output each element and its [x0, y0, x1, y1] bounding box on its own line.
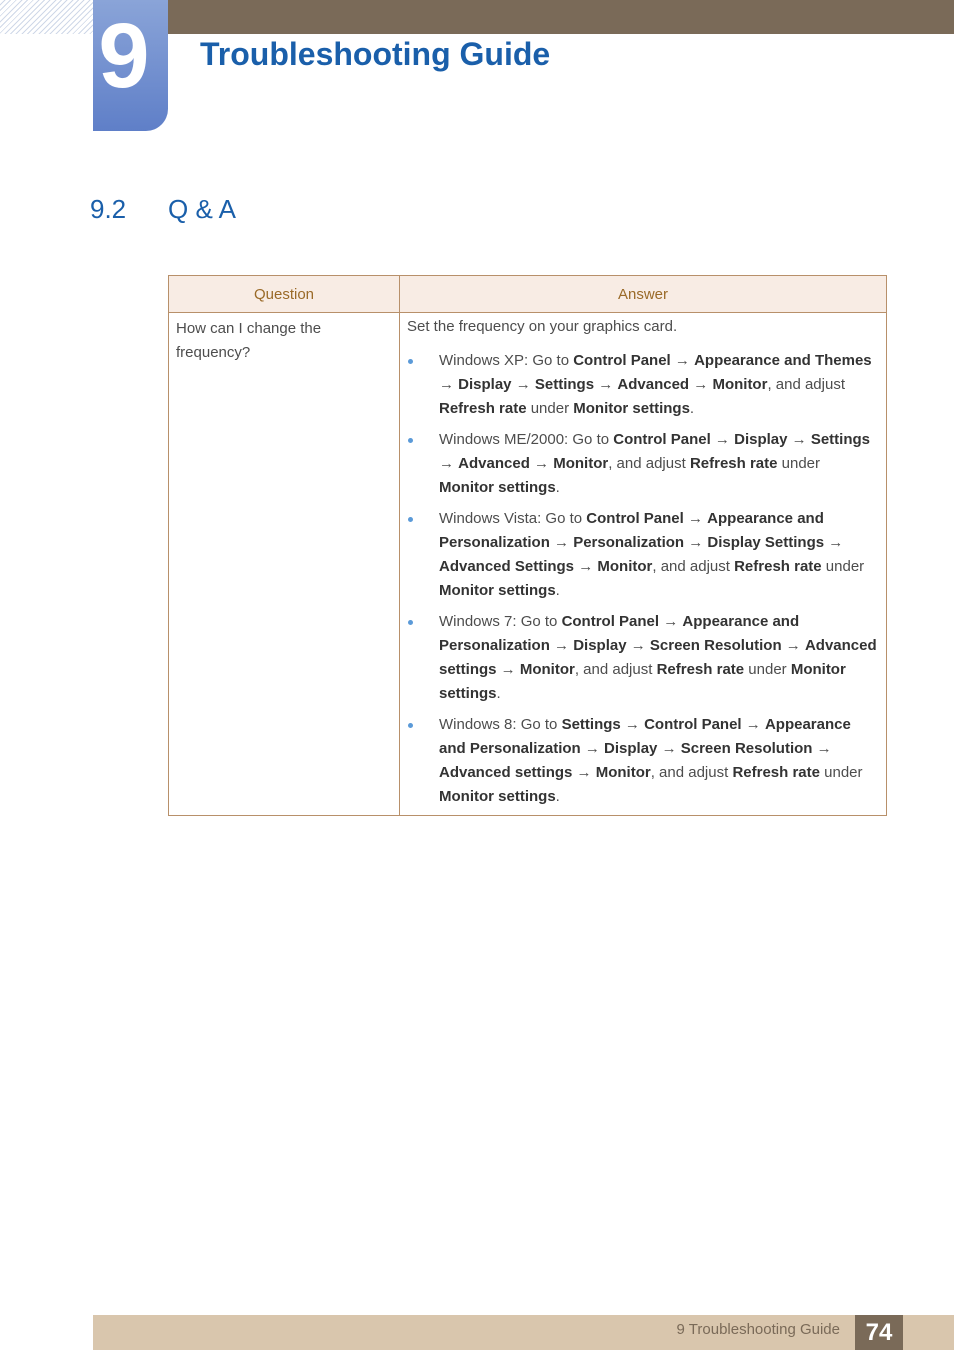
- menu-path-step: Advanced: [458, 455, 530, 472]
- menu-path-step: Control Panel: [644, 716, 742, 733]
- instruction-text: under: [819, 764, 863, 781]
- arrow-icon: →: [580, 740, 605, 757]
- settings-group-name: Monitor settings: [439, 582, 556, 599]
- bullet-icon: [408, 359, 413, 364]
- answer-intro: Set the frequency on your graphics card.: [407, 318, 678, 335]
- chapter-tab: [93, 0, 168, 131]
- instruction-text: , and adjust: [574, 661, 657, 678]
- list-item: [407, 349, 878, 421]
- menu-path-step: Display Settings: [707, 534, 825, 551]
- setting-name: Refresh rate: [732, 764, 820, 781]
- menu-path-step: Display: [458, 376, 512, 393]
- menu-path-step: Display: [734, 431, 788, 448]
- menu-path-step: Control Panel: [573, 352, 671, 369]
- menu-path-step: Advanced settings: [439, 764, 573, 781]
- setting-name: Refresh rate: [439, 400, 527, 417]
- punctuation: .: [689, 400, 695, 417]
- arrow-icon: →: [710, 431, 735, 448]
- menu-path-step: Advanced Settings: [439, 558, 575, 575]
- menu-path-step: Display: [604, 740, 658, 757]
- bullet-icon: [408, 723, 413, 728]
- menu-path-step: Screen Resolution: [649, 637, 782, 654]
- arrow-icon: →: [496, 661, 520, 678]
- arrow-icon: →: [689, 376, 713, 393]
- menu-path-step: Advanced settings: [439, 637, 877, 678]
- os-label: Windows 7: Go to: [439, 613, 562, 630]
- arrow-icon: →: [684, 534, 708, 551]
- arrow-icon: →: [824, 534, 844, 551]
- instruction-text: under: [777, 455, 821, 472]
- setting-name: Refresh rate: [689, 455, 778, 472]
- list-item: [407, 713, 878, 809]
- chapter-title: Troubleshooting Guide: [200, 36, 551, 72]
- menu-path-step: Personalization: [573, 534, 685, 551]
- bullet-icon: [408, 517, 413, 522]
- menu-path-step: Settings: [561, 716, 621, 733]
- menu-path-step: Control Panel: [561, 613, 660, 630]
- list-item: [407, 507, 878, 603]
- section-number: 9.2: [90, 194, 127, 224]
- table-row: [169, 313, 887, 816]
- chapter-number: 9: [98, 5, 150, 107]
- menu-path-step: Monitor: [553, 455, 609, 472]
- settings-group-name: Monitor settings: [439, 788, 556, 805]
- setting-name: Refresh rate: [734, 558, 822, 575]
- punctuation: .: [555, 479, 560, 496]
- settings-group-name: Monitor settings: [439, 479, 556, 496]
- list-item: [407, 610, 878, 706]
- menu-path-step: Settings: [534, 376, 595, 393]
- footer-chapter-label: 9 Troubleshooting Guide: [676, 1321, 840, 1338]
- bullet-icon: [408, 438, 413, 443]
- menu-path-step: Advanced: [617, 376, 690, 393]
- page-number: 74: [855, 1315, 903, 1350]
- instruction-text: , and adjust: [608, 455, 690, 472]
- instruction-text: under: [526, 400, 574, 417]
- arrow-icon: →: [683, 510, 708, 527]
- list-item: [407, 428, 878, 500]
- arrow-icon: →: [812, 740, 832, 757]
- menu-path-step: Monitor: [712, 376, 768, 393]
- menu-path-step: Monitor: [519, 661, 575, 678]
- arrow-icon: →: [594, 376, 618, 393]
- arrow-icon: →: [620, 716, 645, 733]
- os-label: Windows XP: Go to: [439, 352, 574, 369]
- settings-group-name: Monitor settings: [573, 400, 690, 417]
- arrow-icon: →: [787, 431, 811, 448]
- corner-hatch-decoration: [0, 0, 93, 34]
- arrow-icon: →: [572, 764, 596, 781]
- instruction-text: , and adjust: [650, 764, 733, 781]
- answer-cell: [400, 313, 887, 816]
- os-label: Windows 8: Go to: [439, 716, 562, 733]
- menu-path-step: Monitor: [595, 764, 651, 781]
- menu-path-step: Appearance and Personalization: [439, 613, 800, 654]
- setting-name: Refresh rate: [656, 661, 745, 678]
- arrow-icon: →: [511, 376, 535, 393]
- menu-path-step: Monitor: [597, 558, 653, 575]
- menu-path-step: Appearance and Themes: [694, 352, 872, 369]
- menu-path-step: Appearance and Personalization: [439, 716, 851, 757]
- arrow-icon: →: [549, 637, 574, 654]
- arrow-icon: →: [439, 455, 459, 472]
- header-bar: [168, 0, 954, 34]
- table-header-row: [169, 276, 887, 313]
- menu-path-step: Settings: [810, 431, 870, 448]
- bullet-icon: [408, 620, 413, 625]
- arrow-icon: →: [439, 376, 459, 393]
- instruction-text: under: [744, 661, 791, 678]
- arrow-icon: →: [549, 534, 574, 551]
- instruction-text: , and adjust: [652, 558, 735, 575]
- punctuation: .: [555, 582, 560, 599]
- arrow-icon: →: [670, 352, 695, 369]
- instruction-text: under: [821, 558, 865, 575]
- menu-path-step: Control Panel: [613, 431, 711, 448]
- arrow-icon: →: [574, 558, 598, 575]
- answer-list: [407, 349, 878, 809]
- qa-table: [168, 275, 887, 816]
- arrow-icon: →: [657, 740, 681, 757]
- column-header-question: Question: [169, 276, 400, 313]
- punctuation: .: [555, 788, 560, 805]
- settings-group-name: Monitor settings: [439, 661, 846, 702]
- menu-path-step: Control Panel: [586, 510, 684, 527]
- section-title: Q & A: [168, 194, 236, 224]
- instruction-text: , and adjust: [767, 376, 845, 393]
- arrow-icon: →: [741, 716, 765, 733]
- column-header-answer: Answer: [400, 276, 887, 313]
- menu-path-step: Display: [573, 637, 627, 654]
- arrow-icon: →: [659, 613, 683, 630]
- arrow-icon: →: [529, 455, 554, 472]
- arrow-icon: →: [626, 637, 650, 654]
- arrow-icon: →: [781, 637, 805, 654]
- os-label: Windows ME/2000: Go to: [439, 431, 614, 448]
- punctuation: .: [496, 685, 501, 702]
- question-cell: How can I change the frequency?: [169, 313, 400, 816]
- os-label: Windows Vista: Go to: [439, 510, 587, 527]
- menu-path-step: Appearance and Personalization: [439, 510, 824, 551]
- menu-path-step: Screen Resolution: [680, 740, 813, 757]
